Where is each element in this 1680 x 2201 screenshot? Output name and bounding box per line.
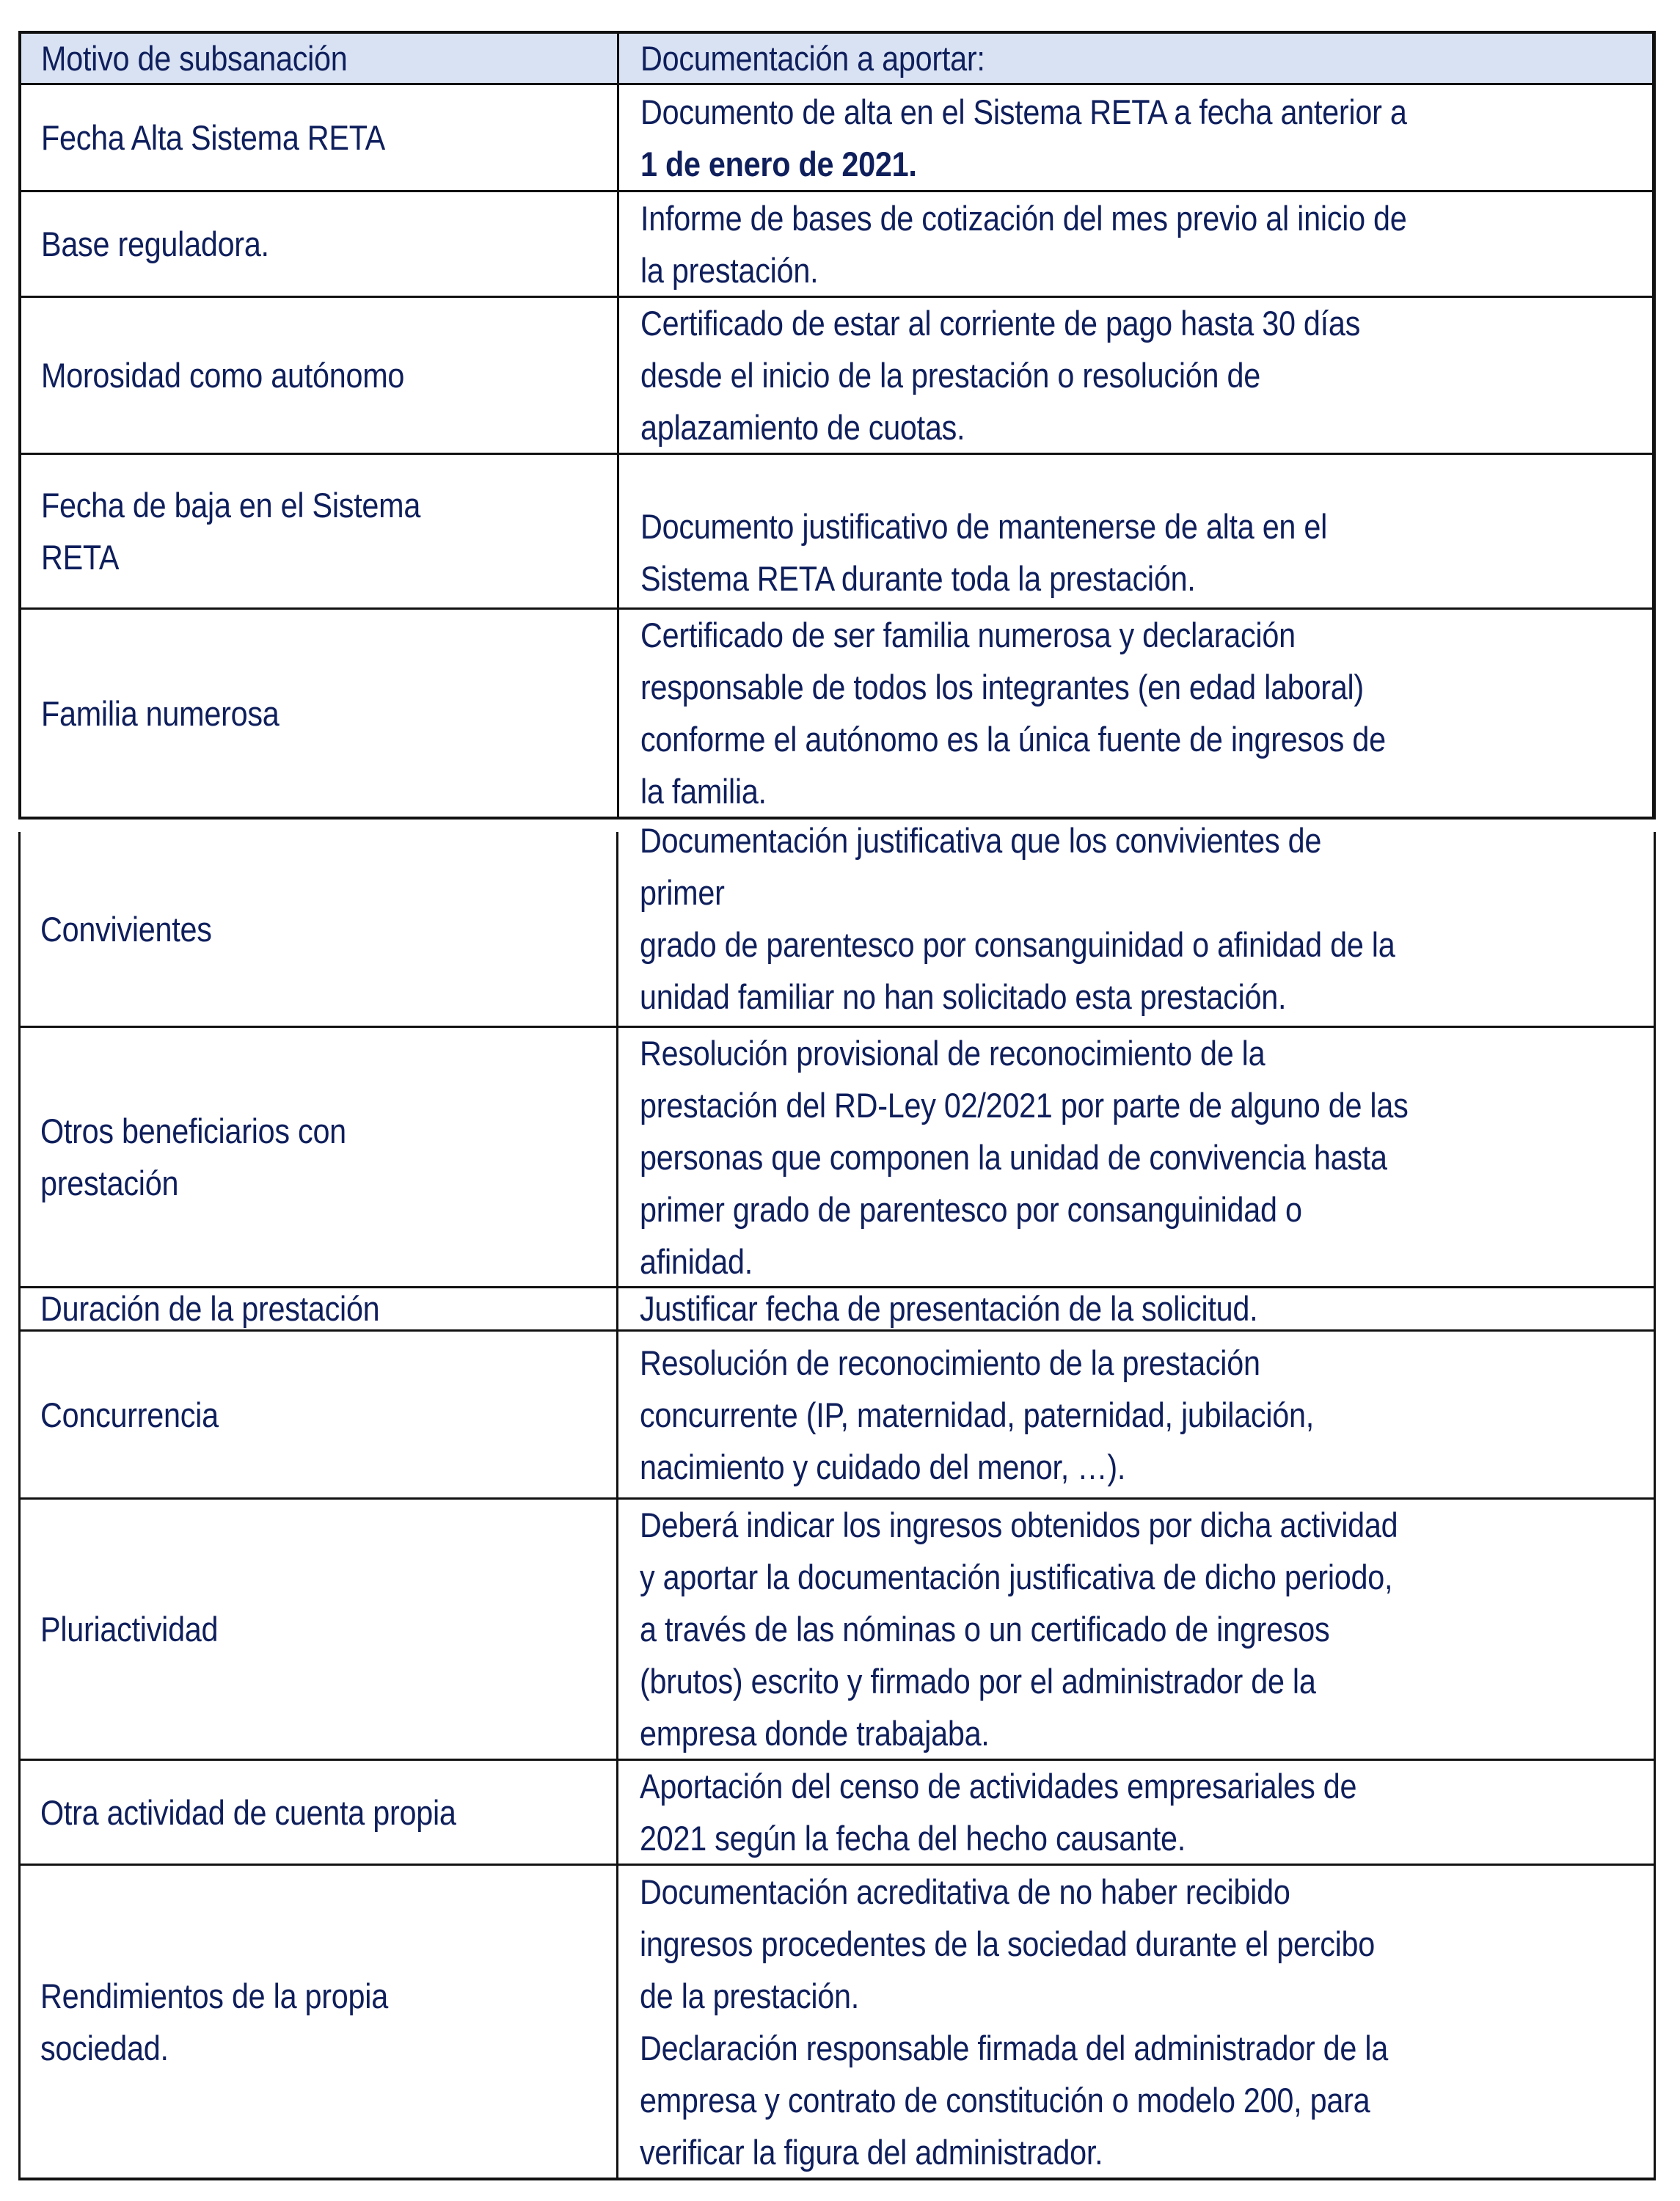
documentacion-text: empresa donde trabajaba. bbox=[640, 1714, 990, 1753]
motivo-cell bbox=[21, 1288, 618, 1329]
documentacion-date-bold: 1 de enero de 2021. bbox=[640, 144, 917, 183]
documentacion-text: primer grado de parentesco por consanguinidad o bbox=[640, 1189, 1302, 1229]
documentacion-cell bbox=[618, 1500, 1654, 1759]
documentacion-text: prestación del RD-Ley 02/2021 por parte de alguno de las bbox=[640, 1085, 1409, 1125]
documentacion-text: Documento justificativo de mantenerse de alta en el bbox=[640, 507, 1328, 546]
documentacion-text: la prestación. bbox=[640, 250, 819, 290]
motivo-text: Familia numerosa bbox=[41, 693, 280, 733]
documentacion-text: de la prestación. bbox=[640, 1976, 860, 2015]
motivo-text: Rendimientos de la propia bbox=[40, 1976, 388, 2015]
motivo-text: Convivientes bbox=[40, 909, 212, 949]
table-row bbox=[21, 821, 1654, 1028]
motivo-text: RETA bbox=[41, 538, 120, 577]
motivo-text: Morosidad como autónomo bbox=[41, 356, 405, 395]
motivo-cell bbox=[21, 192, 619, 296]
documentacion-cell bbox=[618, 821, 1654, 1026]
documentacion-cell bbox=[619, 610, 1652, 817]
motivo-cell bbox=[21, 298, 619, 453]
documentacion-text: a través de las nóminas o un certificado de ingresos bbox=[640, 1610, 1330, 1649]
table-row bbox=[21, 1866, 1654, 2178]
documentacion-text: unidad familiar no han solicitado esta prestación. bbox=[640, 977, 1287, 1016]
header-cell-documentacion bbox=[619, 34, 1652, 83]
documentacion-text: conforme el autónomo es la única fuente de ingresos de bbox=[640, 720, 1386, 759]
documentacion-text: grado de parentesco por consanguinidad o afinidad de la bbox=[640, 925, 1395, 964]
motivo-text: Fecha Alta Sistema RETA bbox=[41, 118, 385, 157]
documentacion-text: (brutos) escrito y firmado por el administrador de la bbox=[640, 1662, 1316, 1701]
motivo-text: Otra actividad de cuenta propia bbox=[40, 1792, 456, 1832]
motivo-text: Base reguladora. bbox=[41, 225, 269, 263]
table-header-row bbox=[21, 34, 1652, 85]
table-row bbox=[21, 1028, 1654, 1288]
documentacion-text: desde el inicio de la prestación o resolución de bbox=[640, 356, 1260, 395]
motivo-text: Otros beneficiarios con bbox=[40, 1112, 346, 1150]
documentacion-text: y aportar la documentación justificativa de dicho periodo, bbox=[640, 1558, 1393, 1596]
motivo-text: prestación bbox=[40, 1164, 179, 1202]
documentacion-text: Declaración responsable firmada del administrador de la bbox=[640, 2028, 1389, 2067]
motivo-cell bbox=[21, 1332, 618, 1497]
documentacion-text: primer bbox=[640, 873, 725, 912]
motivo-text: Concurrencia bbox=[40, 1395, 219, 1434]
table-row bbox=[21, 1500, 1654, 1761]
documentacion-text: Resolución provisional de reconocimiento de la bbox=[640, 1033, 1266, 1073]
documentacion-text: 2021 según la fecha del hecho causante. bbox=[640, 1819, 1186, 1858]
documentacion-text: Justificar fecha de presentación de la solicitud. bbox=[640, 1289, 1258, 1328]
motivo-cell bbox=[21, 85, 619, 190]
requirements-table-part-2 bbox=[18, 821, 1656, 2180]
motivo-cell bbox=[21, 1028, 618, 1286]
table-row bbox=[21, 192, 1652, 298]
documentacion-text: personas que componen la unidad de convivencia hasta bbox=[640, 1137, 1387, 1177]
documentacion-text: Certificado de estar al corriente de pago hasta 30 días bbox=[640, 304, 1361, 343]
motivo-cell bbox=[21, 1866, 618, 2178]
documentacion-text: Resolución de reconocimiento de la prestación bbox=[640, 1343, 1260, 1382]
documentacion-cell bbox=[619, 298, 1652, 453]
requirements-table-part-1 bbox=[18, 31, 1656, 820]
motivo-cell bbox=[21, 610, 619, 817]
motivo-cell bbox=[21, 1761, 618, 1864]
table-row bbox=[21, 85, 1652, 192]
table-row bbox=[21, 1288, 1654, 1332]
documentacion-cell bbox=[618, 1288, 1654, 1329]
documentacion-text: aplazamiento de cuotas. bbox=[640, 408, 965, 447]
documentacion-text: responsable de todos los integrantes (en edad laboral) bbox=[640, 668, 1364, 707]
motivo-text: sociedad. bbox=[40, 2028, 169, 2067]
documentacion-cell bbox=[618, 1866, 1654, 2178]
documentacion-text: Documentación acreditativa de no haber recibido bbox=[640, 1872, 1290, 1911]
documentacion-text: concurrente (IP, maternidad, paternidad, jubilación, bbox=[640, 1395, 1314, 1434]
documentacion-cell bbox=[619, 455, 1652, 607]
documentacion-cell bbox=[618, 1332, 1654, 1497]
documentacion-cell bbox=[619, 192, 1652, 296]
documentacion-cell bbox=[618, 1028, 1654, 1286]
documentacion-text: empresa y contrato de constitución o modelo 200, para bbox=[640, 2080, 1370, 2120]
documentacion-text: Aportación del censo de actividades empresariales de bbox=[640, 1767, 1357, 1806]
motivo-text: Duración de la prestación bbox=[40, 1289, 380, 1328]
documentacion-text: Documentación justificativa que los convivientes de bbox=[640, 821, 1322, 860]
documentacion-text: Deberá indicar los ingresos obtenidos por dicha actividad bbox=[640, 1505, 1398, 1544]
table-row bbox=[21, 1761, 1654, 1866]
documentacion-text: verificar la figura del administrador. bbox=[640, 2132, 1103, 2172]
motivo-text: Pluriactividad bbox=[40, 1610, 219, 1649]
documentacion-text: afinidad. bbox=[640, 1241, 753, 1281]
documentacion-text: nacimiento y cuidado del menor, …). bbox=[640, 1447, 1126, 1486]
motivo-text: Fecha de baja en el Sistema bbox=[41, 486, 421, 525]
header-cell-motivo bbox=[21, 34, 619, 83]
motivo-cell bbox=[21, 1500, 618, 1759]
header-documentacion-label: Documentación a aportar: bbox=[640, 38, 985, 78]
table-row bbox=[21, 455, 1652, 610]
table-row bbox=[21, 298, 1652, 455]
table-row bbox=[21, 610, 1652, 817]
documentacion-text: Certificado de ser familia numerosa y declaración bbox=[640, 616, 1296, 654]
documentacion-text: Documento de alta en el Sistema RETA a fecha anterior a bbox=[640, 92, 1407, 131]
documentacion-cell bbox=[618, 1761, 1654, 1864]
documentacion-text: Sistema RETA durante toda la prestación. bbox=[640, 559, 1196, 598]
documentacion-cell bbox=[619, 85, 1652, 190]
table-row bbox=[21, 1332, 1654, 1500]
documentacion-text: la familia. bbox=[640, 772, 767, 811]
documentacion-text: ingresos procedentes de la sociedad durante el percibo bbox=[640, 1924, 1376, 1963]
motivo-cell bbox=[21, 832, 618, 1026]
motivo-cell bbox=[21, 455, 619, 607]
header-motivo-label: Motivo de subsanación bbox=[41, 38, 348, 78]
documentacion-text: Informe de bases de cotización del mes previo al inicio de bbox=[640, 198, 1407, 238]
